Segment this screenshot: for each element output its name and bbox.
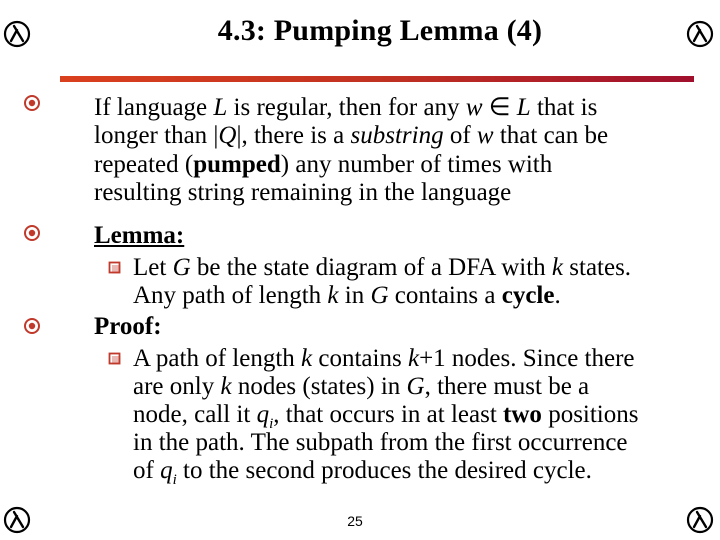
proof-line4: in the path. The subpath from the first occurrence	[133, 429, 628, 456]
bullet1-line1: If language L is regular, then for any w ∈ L that is	[94, 94, 598, 121]
bullet1-line2: longer than |Q|, there is a substring of w that can be	[94, 122, 609, 149]
proof-line2: are only k nodes (states) in G, there must be a	[133, 373, 590, 400]
lambda-in-circle-icon	[3, 506, 31, 534]
lemma-line2: Any path of length k in G contains a cycle.	[133, 282, 561, 309]
title-divider	[60, 76, 694, 82]
circle-bullet-icon	[22, 223, 42, 243]
circle-bullet-icon	[22, 316, 42, 336]
circle-bullet-icon	[22, 93, 42, 113]
bullet1-line3: repeated (pumped) any number of times with	[94, 151, 553, 178]
square-bullet-icon	[108, 352, 122, 366]
proof-line1: A path of length k contains k+1 nodes. Since there	[133, 345, 635, 372]
page-number: 25	[347, 513, 363, 529]
slide-title: 4.3: Pumping Lemma (4)	[217, 14, 543, 47]
proof-line3: node, call it $q_i$, that occurs in at least two positions	[133, 401, 639, 432]
proof-line5: of $q_i$ to the second produces the desired cycle.	[133, 457, 592, 488]
lambda-in-circle-icon	[686, 506, 714, 534]
bullet1-line4: resulting string remaining in the language	[94, 179, 512, 206]
lemma-line1: Let G be the state diagram of a DFA with k states.	[133, 254, 632, 281]
proof-heading: Proof:	[94, 313, 162, 340]
square-bullet-icon	[108, 261, 122, 275]
lemma-heading: Lemma:	[94, 222, 185, 249]
